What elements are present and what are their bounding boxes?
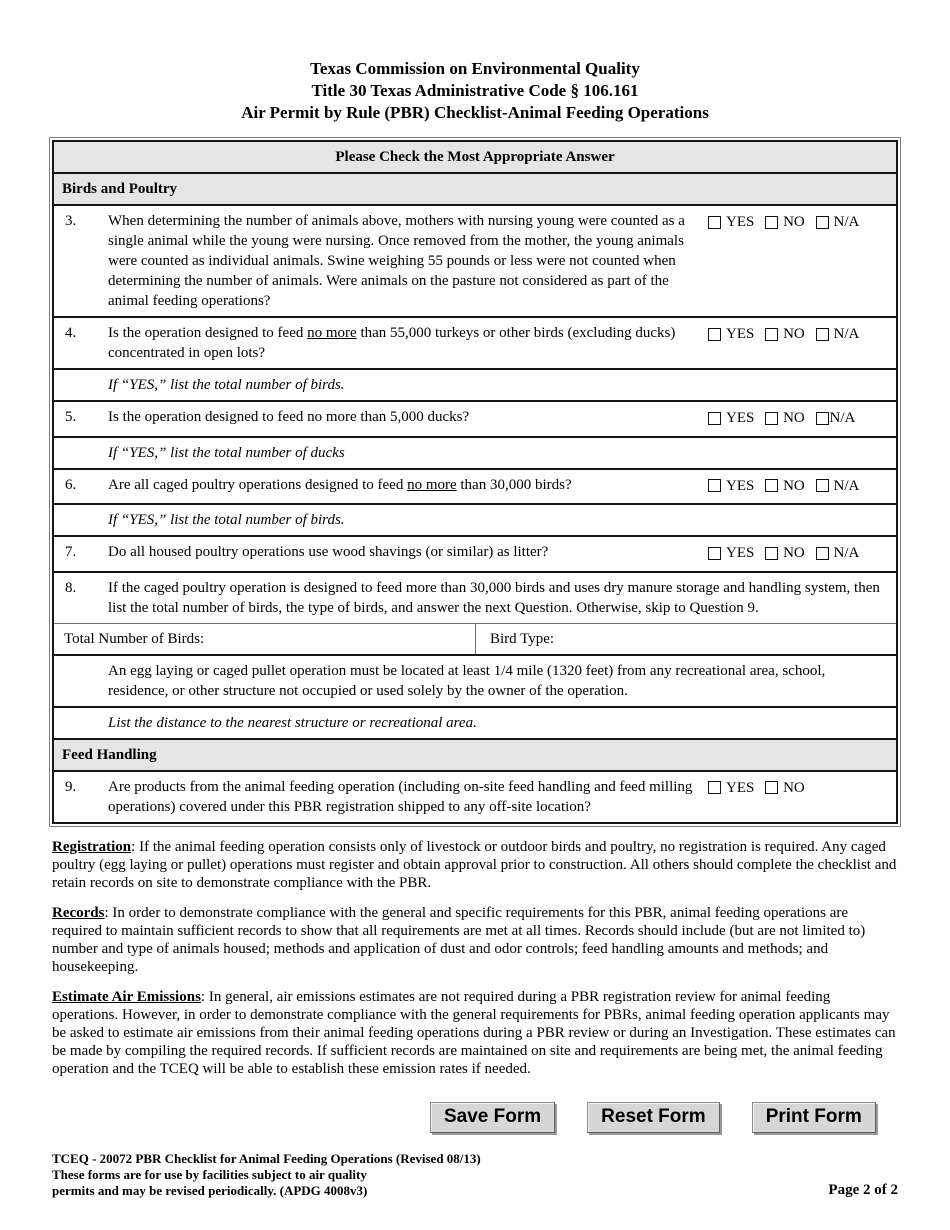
footer-line-2: These forms are for use by facilities subject to air quality [52, 1166, 367, 1182]
question-text: Are all caged poultry operations designed to feed no more than 30,000 birds? [108, 476, 572, 493]
footer-document-info [52, 1151, 481, 1199]
q5-no-checkbox[interactable] [765, 412, 778, 425]
notes-section [52, 838, 898, 1078]
total-birds-field[interactable]: Total Number of Birds: [64, 630, 205, 647]
yes-label: YES [726, 477, 755, 494]
question-number: 3. [65, 213, 77, 229]
checklist-table [52, 140, 898, 824]
question-number: 7. [65, 544, 77, 560]
q6-no-checkbox[interactable] [765, 479, 778, 492]
distance-note-row [54, 706, 896, 738]
q4-yes-checkbox[interactable] [708, 328, 721, 341]
registration-lead: Registration [52, 838, 132, 855]
question-text: Do all housed poultry operations use wood shavings (or similar) as litter? [108, 544, 549, 560]
table-header-row [54, 142, 896, 172]
document-title [0, 58, 950, 124]
bird-type-field[interactable]: Bird Type: [475, 624, 896, 654]
q3-yes-checkbox[interactable] [708, 216, 721, 229]
emissions-lead: Estimate Air Emissions [52, 988, 201, 1005]
yes-label: YES [726, 326, 755, 342]
print-form-button[interactable]: Print Form [752, 1102, 876, 1133]
underlined-phrase: no more [407, 476, 457, 493]
question-row-7 [54, 535, 896, 571]
question-text: If the caged poultry operation is designed to feed more than 30,000 birds and uses dry manure storage and handling system, then list the total number of birds, the type of birds, and answer the next Question. Otherwise, skip to Question 9. [108, 579, 880, 616]
question-text: Are products from the animal feeding operation (including on-site feed handling and feed milling operations) covered under this PBR registration shipped to any off-site location? [108, 778, 693, 815]
table-header-label: Please Check the Most Appropriate Answer [335, 149, 615, 165]
no-label: NO [783, 214, 805, 230]
q5-yes-checkbox[interactable] [708, 412, 721, 425]
question-number: 5. [65, 409, 77, 425]
records-paragraph: Records: In order to demonstrate compliance with the general and specific requirements for this PBR, animal feeding operations are required to maintain sufficient records to show that all requirements are met at all times. Records should include (but are not limited to) number and type of animals housed; methods and application of dust and odor controls; feed handling amounts and methods; and housekeeping. [52, 904, 866, 975]
na-label: N/A [833, 214, 860, 230]
answer-options-q3 [708, 211, 896, 235]
q3-no-checkbox[interactable] [765, 216, 778, 229]
egg-laying-note: An egg laying or caged pullet operation must be located at least 1/4 mile (1320 feet) from any recreational area, school, residence, or other structure not occupied or used solely by the owner of the operation. [108, 662, 826, 699]
answer-options-q9 [708, 777, 896, 801]
na-label: N/A [833, 545, 860, 561]
question-text: Is the operation designed to feed no more than 55,000 turkeys or other birds (excluding ducks) concentrated in open lots? [108, 325, 676, 361]
no-label: NO [783, 410, 805, 426]
reset-form-button[interactable]: Reset Form [587, 1102, 720, 1133]
underlined-phrase: no more [307, 325, 357, 341]
title-line-3: Air Permit by Rule (PBR) Checklist-Animal Feeding Operations [241, 103, 709, 122]
q5-na-checkbox[interactable] [816, 412, 829, 425]
na-label: N/A [833, 326, 860, 342]
fields-row [54, 623, 896, 654]
question-row-9 [54, 770, 896, 822]
question-row-8 [54, 571, 896, 623]
yes-label: YES [726, 214, 755, 230]
q7-yes-checkbox[interactable] [708, 547, 721, 560]
if-yes-note: If “YES,” list the total number of ducks [108, 444, 345, 461]
footer-line-3: permits and may be revised periodically. (APDG 4008v3) [52, 1182, 368, 1198]
question-row-3 [54, 204, 896, 316]
egg-laying-note-row [54, 654, 896, 706]
q3-na-checkbox[interactable] [816, 216, 829, 229]
q7-no-checkbox[interactable] [765, 547, 778, 560]
question-number: 9. [65, 778, 77, 795]
registration-paragraph: Registration: If the animal feeding operation consists only of livestock or outdoor birds and poultry, no registration is required. Any caged poultry (egg laying or pullet) operations must register and obtain approval prior to construction. All others should complete the checklist and retain records on site to demonstrate compliance with the PBR. [52, 838, 897, 891]
question-row-5 [54, 400, 896, 436]
yes-label: YES [726, 779, 755, 796]
if-yes-note: If “YES,” list the total number of birds. [108, 377, 345, 393]
answer-options-q7 [708, 542, 896, 566]
question-row-4 [54, 316, 896, 368]
distance-note: List the distance to the nearest structure or recreational area. [108, 714, 477, 731]
section-birds-and-poultry [54, 172, 896, 204]
question-text: Is the operation designed to feed no more than 5,000 ducks? [108, 409, 470, 425]
q7-na-checkbox[interactable] [816, 547, 829, 560]
note-row-q6 [54, 503, 896, 535]
section-label: Birds and Poultry [62, 181, 178, 197]
no-label: NO [783, 477, 805, 494]
footer-line-1: TCEQ - 20072 PBR Checklist for Animal Feeding Operations (Revised 08/13) [52, 1150, 481, 1166]
page-number: Page 2 of 2 [828, 1181, 898, 1198]
no-label: NO [783, 326, 805, 342]
note-row-q4 [54, 368, 896, 400]
if-yes-note: If “YES,” list the total number of birds. [108, 512, 345, 528]
title-line-1: Texas Commission on Environmental Quality [310, 59, 640, 78]
q4-no-checkbox[interactable] [765, 328, 778, 341]
q9-no-checkbox[interactable] [765, 781, 778, 794]
question-row-6 [54, 468, 896, 504]
records-lead: Records [52, 904, 105, 921]
question-number: 4. [65, 325, 77, 341]
na-label: N/A [833, 477, 860, 494]
q4-na-checkbox[interactable] [816, 328, 829, 341]
no-label: NO [783, 779, 805, 796]
yes-label: YES [726, 545, 755, 561]
emissions-paragraph: Estimate Air Emissions: In general, air emissions estimates are not required during a PBR registration review for animal feeding operations. However, in order to demonstrate compliance with the general requirements for PBRs, animal feeding operation applicants may be asked to estimate air emissions from their animal feeding operations during a PBR review or during an Investigation. These estimates can be made by compiling the required records. If sufficient records are maintained on site and requirements are being met, the animal feeding operation and the TCEQ will be able to establish these emission rates if needed. [52, 988, 896, 1077]
title-line-2: Title 30 Texas Administrative Code § 106.161 [311, 81, 639, 100]
answer-options-q4 [708, 323, 896, 347]
no-label: NO [783, 545, 805, 561]
note-row-q5 [54, 436, 896, 468]
save-form-button[interactable]: Save Form [430, 1102, 555, 1133]
q6-na-checkbox[interactable] [816, 479, 829, 492]
form-buttons [52, 1102, 898, 1133]
answer-options-q5 [708, 407, 896, 431]
page-footer [52, 1151, 898, 1199]
yes-label: YES [726, 410, 755, 426]
question-text: When determining the number of animals above, mothers with nursing young were counted as a single animal while the young were nursing. Once removed from the mother, the young animals were counted as individual animals. Swine weighing 55 pounds or less were not counted when determining the number of animals. Were animals on the pasture not considered as part of the animal feeding operations? [108, 213, 685, 309]
answer-options-q6 [708, 475, 896, 499]
question-number: 8. [65, 579, 77, 596]
na-label: N/A [829, 410, 856, 426]
q6-yes-checkbox[interactable] [708, 479, 721, 492]
section-label: Feed Handling [62, 746, 157, 763]
section-feed-handling [54, 738, 896, 770]
question-number: 6. [65, 476, 77, 493]
q9-yes-checkbox[interactable] [708, 781, 721, 794]
